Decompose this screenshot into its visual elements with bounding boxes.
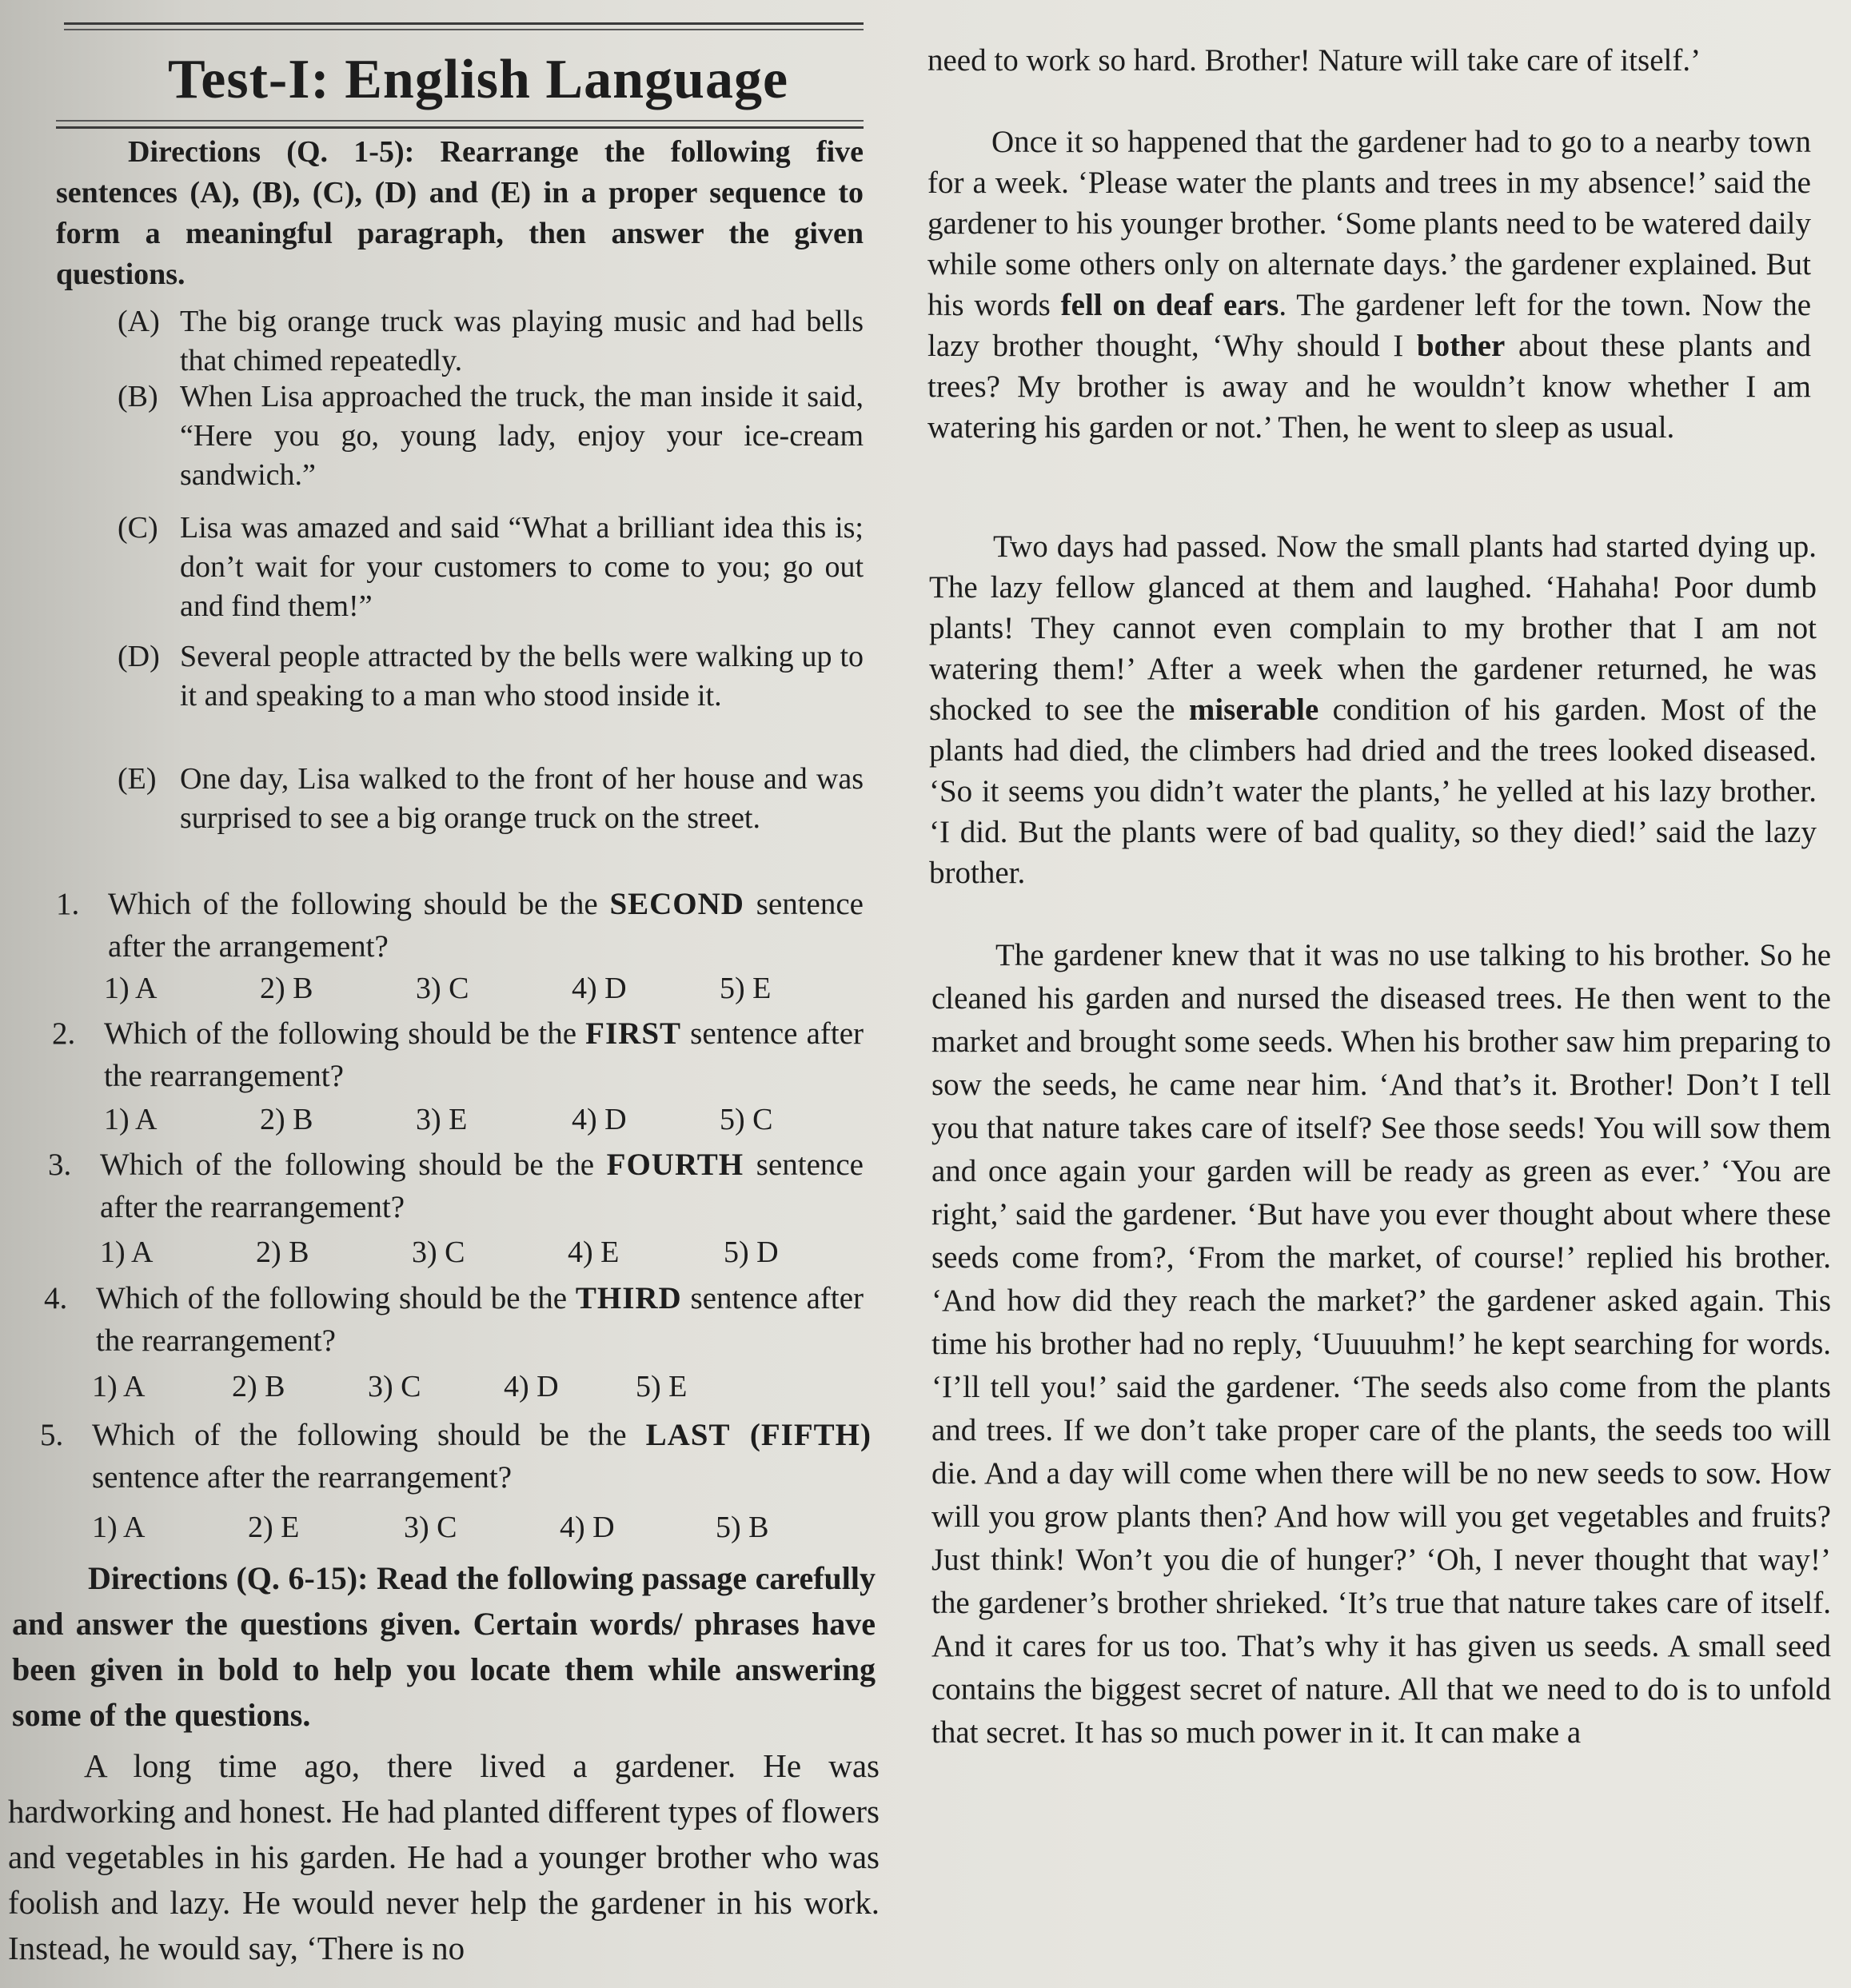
option[interactable]: 4) D: [572, 1103, 627, 1136]
sentence-label: (D): [118, 640, 160, 673]
title-rule: [56, 120, 864, 122]
sentence-text: One day, Lisa walked to the front of her house and was surprised to see a big orange truck on the street.: [180, 762, 864, 835]
option[interactable]: 1) A: [100, 1236, 154, 1269]
option[interactable]: 3) C: [412, 1236, 465, 1269]
top-rule-thin: [64, 29, 864, 30]
option[interactable]: 2) B: [256, 1236, 309, 1269]
sentence-label: (E): [118, 762, 157, 796]
option[interactable]: 2) E: [248, 1511, 300, 1544]
question-number: 1.: [56, 887, 80, 921]
sentence-a: [118, 302, 864, 381]
directions-2: Directions (Q. 6-15): Read the following passage carefully and answer the questions given. Certain words/ phrases have been given in bold to help you locate them while answering some of the questions.: [12, 1560, 876, 1733]
option[interactable]: 3) C: [404, 1511, 457, 1544]
title-rule-thick: [56, 126, 864, 129]
option[interactable]: 3) C: [368, 1370, 421, 1403]
passage-paragraph-4: The gardener knew that it was no use talking to his brother. So he cleaned his garden and nursed the diseased trees. He then went to the market and brought some seeds. When his brother saw him preparing to sow the seeds, he came near him. ‘And that’s it. Brother! Don’t I tell you that nature takes care of itself? See those seeds! You will sow them and once again your garden will be ready as green as ever.’ ‘You are right,’ said the gardener. ‘But have you ever thought about where these seeds come from?, ‘From the market, of course!’ replied his brother. ‘And how did they reach the market?’ the gardener asked again. This time his brother had no reply, ‘Uuuuuhm!’ he kept searching for words. ‘I’ll tell you!’ said the gardener. ‘The seeds also come from the plants and trees. If we don’t take proper care of the plants, the seeds too will die. And a day will come when there will be no new seeds to sow. How will you grow plants then? And how will you get vegetables and fruits? Just think! Won’t you die of hunger?’ ‘Oh, I never thought that way!’ the gardener’s brother shrieked. ‘It’s true that nature takes care of itself. And it cares for us too. That’s why it has given us seeds. A small seed contains the biggest secret of nature. All that we need to do is to unfold that secret. It has so much power in it. It can make a: [931, 938, 1831, 1750]
question-keyword: FOURTH: [606, 1148, 744, 1182]
passage-paragraph-1: A long time ago, there lived a gardener. He was hardworking and honest. He had planted different types of flowers and vegetables in his garden. He had a younger brother who was foolish and lazy. He would never help the gardener in his work. Instead, he would say, ‘There is no: [8, 1747, 880, 1966]
option[interactable]: 3) C: [416, 972, 469, 1005]
sentence-text: Lisa was amazed and said “What a brilliant idea this is; don’t wait for your customers to come to you; go out and find them!”: [180, 511, 864, 623]
sentence-label: (A): [118, 305, 160, 338]
page-title: Test-I: English Language: [168, 49, 789, 110]
option[interactable]: 4) E: [568, 1236, 620, 1269]
option[interactable]: 4) D: [572, 972, 627, 1005]
sentence-text: Several people attracted by the bells were walking up to it and speaking to a man who stood inside it.: [180, 640, 864, 713]
question-5: 5. Which of the following should be the LAST (FIFTH) sentence after the rearrangement?: [92, 1414, 872, 1499]
option[interactable]: 1) A: [104, 972, 158, 1005]
sentence-d: [118, 637, 864, 716]
question-5-options: [92, 1510, 812, 1552]
option[interactable]: 2) B: [260, 972, 313, 1005]
passage-paragraph-3: Two days had passed. Now the small plants had started dying up. The lazy fellow glanced at them and laughed. ‘Hahaha! Poor dumb plants! They cannot even complain to my brother that I am not watering them!’ After a week when the gardener returned, he was shocked to see the miserable condition of his garden. Most of the plants had died, the climbers had dried and the trees looked diseased. ‘So it seems you didn’t water the plants,’ he yelled at his lazy brother. ‘I did. But the plants were of bad quality, so they died!’ said the lazy brother.: [929, 529, 1817, 890]
option[interactable]: 4) D: [560, 1511, 615, 1544]
sentence-label: (C): [118, 511, 158, 545]
question-3-options: [100, 1235, 820, 1277]
option[interactable]: 1) A: [104, 1103, 158, 1136]
question-keyword: THIRD: [575, 1281, 682, 1315]
question-keyword: LAST (FIFTH): [645, 1418, 872, 1452]
sentence-c: [118, 509, 864, 626]
option[interactable]: 2) B: [232, 1370, 285, 1403]
bold-phrase: fell on deaf ears: [1060, 288, 1279, 322]
question-3: 3. Which of the following should be the FOURTH sentence after the rearrangement?: [100, 1144, 864, 1228]
sentence-text: When Lisa approached the truck, the man inside it said, “Here you go, young lady, enjoy your ice-cream sandwich.”: [180, 380, 864, 492]
question-keyword: SECOND: [609, 887, 744, 921]
question-1-options: [104, 971, 824, 1013]
question-number: 2.: [52, 1016, 76, 1051]
sentence-b: [118, 377, 864, 495]
option[interactable]: 4) D: [504, 1370, 559, 1403]
question-keyword: FIRST: [585, 1016, 682, 1051]
question-number: 3.: [48, 1148, 72, 1182]
passage-paragraph-2: Once it so happened that the gardener had to go to a nearby town for a week. ‘Please water the plants and trees in my absence!’ said the gardener to his younger brother. ‘Some plants need to be watered daily while some others only on alternate days.’ the gardener explained. But his words fell on deaf ears. The gardener left for the town. Now the lazy brother thought, ‘Why should I bother about these plants and trees? My brother is away and he wouldn’t know whether I am watering his garden or not.’ Then, he went to sleep as usual.: [927, 125, 1812, 445]
directions-1: Directions (Q. 1-5): Rearrange the following five sentences (A), (B), (C), (D) and (E) in a proper sequence to form a meaningful paragraph, then answer the given questions.: [56, 135, 864, 291]
option[interactable]: 5) D: [724, 1236, 779, 1269]
question-number: 5.: [40, 1418, 64, 1452]
top-rule: [64, 22, 864, 25]
sentence-e: [118, 760, 864, 838]
option[interactable]: 5) C: [720, 1103, 773, 1136]
option[interactable]: 1) A: [92, 1370, 146, 1403]
sentence-text: The big orange truck was playing music and had bells that chimed repeatedly.: [180, 305, 864, 377]
question-1: 1. Which of the following should be the SECOND sentence after the arrangement?: [108, 883, 864, 968]
option[interactable]: 2) B: [260, 1103, 313, 1136]
question-4: 4. Which of the following should be the THIRD sentence after the rearrangement?: [96, 1277, 864, 1362]
bold-phrase: bother: [1416, 329, 1506, 363]
bold-phrase: miserable: [1188, 693, 1319, 727]
option[interactable]: 5) B: [716, 1511, 769, 1544]
sentence-label: (B): [118, 380, 158, 413]
question-2-options: [104, 1102, 824, 1144]
question-4-options: [92, 1369, 812, 1411]
option[interactable]: 5) E: [636, 1370, 688, 1403]
option[interactable]: 3) E: [416, 1103, 468, 1136]
option[interactable]: 5) E: [720, 972, 772, 1005]
option[interactable]: 1) A: [92, 1511, 146, 1544]
question-number: 4.: [44, 1281, 68, 1315]
passage-paragraph-1-cont: need to work so hard. Brother! Nature will take care of itself.’: [927, 43, 1701, 78]
question-2: 2. Which of the following should be the FIRST sentence after the rearrangement?: [104, 1012, 864, 1097]
